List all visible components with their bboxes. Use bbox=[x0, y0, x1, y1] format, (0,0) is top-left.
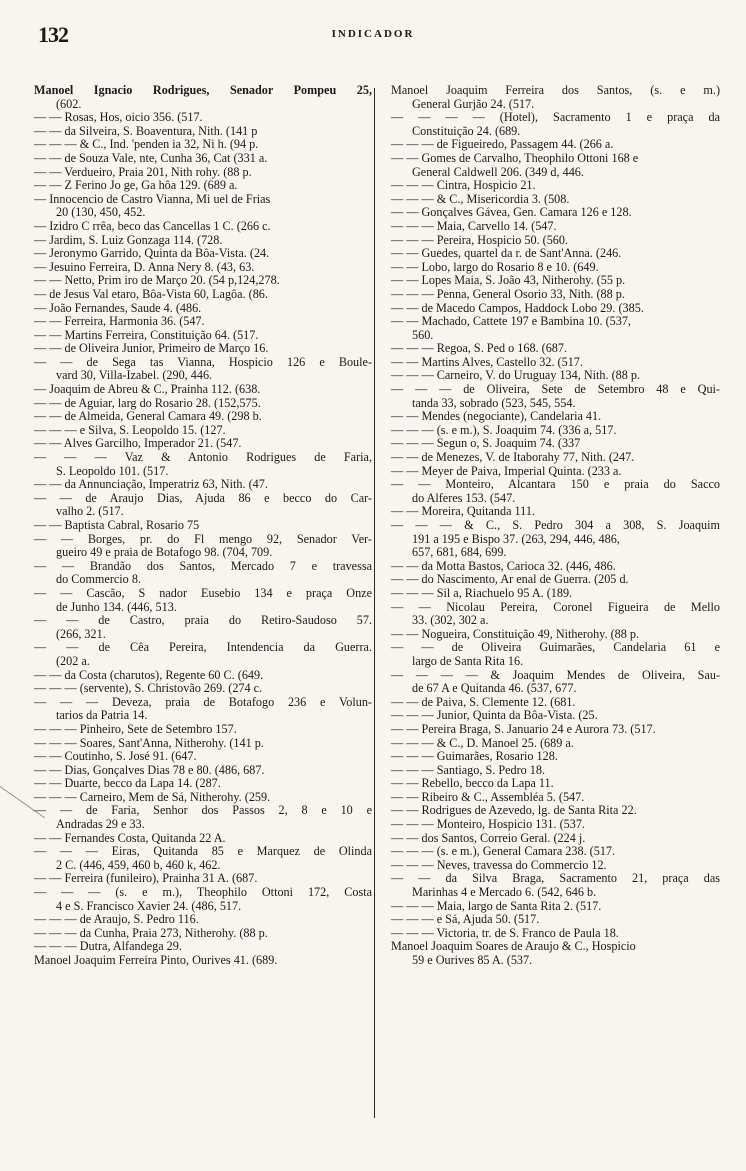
directory-entry-line: — — Alves Garcilho, Imperador 21. (547. bbox=[34, 437, 242, 451]
directory-entry-line: — — — & C., Misericordia 3. (508. bbox=[391, 192, 570, 206]
directory-entry-line: de 67 A e Quitanda 46. (537, 677. bbox=[412, 682, 577, 696]
directory-entry-line: — — Machado, Cattete 197 e Bambina 10. (537, bbox=[391, 315, 631, 329]
directory-entry-line: General Caldwell 206. (349 d, 446. bbox=[412, 165, 584, 179]
directory-entry-line: tarios da Patria 14. bbox=[56, 709, 148, 723]
directory-entry-line: 657, 681, 684, 699. bbox=[412, 546, 507, 560]
directory-entry-line: — — Rodrigues de Azevedo, lg. de Santa Rita 22. bbox=[391, 804, 637, 818]
directory-entry-line: — — — Maia, Carvello 14. (547. bbox=[391, 219, 557, 233]
directory-entry-line: — — — & C., S. Pedro 304 a 308, S. Joaquim bbox=[391, 519, 720, 532]
directory-entry-line: — — — (s. e m.), S. Joaquim 74. (336 a, 517. bbox=[391, 423, 617, 437]
directory-entry-line: Marinhas 4 e Mercado 6. (542, 646 b. bbox=[412, 886, 597, 900]
directory-entry-line: 191 a 195 e Bispo 37. (263, 294, 446, 486, bbox=[412, 532, 620, 546]
directory-entry-line: — — — Vaz & Antonio Rodrigues de Faria, bbox=[34, 451, 372, 465]
directory-entry-line: — — — — & Joaquim Mendes de Oliveira, Sau- bbox=[391, 668, 720, 682]
directory-entry-line: — Izidro C rrêa, beco das Cancellas 1 C. (266 c. bbox=[34, 219, 271, 233]
directory-entry-line: — — de Castro, praia do Retiro-Saudoso 57. bbox=[34, 614, 372, 628]
directory-entry-line: largo de Santa Rita 16. bbox=[412, 654, 524, 668]
page-header bbox=[0, 22, 746, 52]
directory-entry-line: — — Meyer de Paiva, Imperial Quinta. (233 a. bbox=[391, 464, 622, 478]
directory-entry-line: — — de Aguiar, larg do Rosario 28. (152,575. bbox=[34, 396, 261, 410]
directory-entry-line: — — Gonçalves Gávea, Gen. Camara 126 e 128. bbox=[391, 206, 632, 220]
directory-entry-line: Manoel Joaquim Ferreira dos Santos, (s. e m.) bbox=[391, 84, 720, 97]
directory-entry-line: — — da Costa (charutos), Regente 60 C. (649. bbox=[34, 668, 264, 682]
directory-entry-line: — — — Regoa, S. Ped o 168. (687. bbox=[391, 342, 568, 356]
directory-entry-line: tanda 33, sobrado (523, 545, 554. bbox=[412, 396, 576, 410]
directory-entry-line: General Gurjão 24. (517. bbox=[412, 97, 535, 111]
column-divider bbox=[374, 88, 375, 1118]
directory-entry-line: — — — Maia, largo de Santa Rita 2. (517. bbox=[391, 899, 602, 913]
directory-entry-line: — — — Eiras, Quitanda 85 e Marquez de Olinda bbox=[34, 845, 372, 859]
directory-entry-line: — — Monteiro, Alcantara 150 e praia do Sacco bbox=[391, 478, 720, 492]
directory-entry-line: — — — — (Hotel), Sacramento 1 e praça da bbox=[391, 111, 720, 125]
directory-entry-line: 4 e S. Francisco Xavier 24. (486, 517. bbox=[56, 899, 242, 913]
directory-entry-line: — — Coutinho, S. José 91. (647. bbox=[34, 750, 197, 764]
directory-entry-line: Manoel Joaquim Soares de Araujo & C., Hospicio bbox=[391, 940, 636, 954]
directory-entry-line: (202 a. bbox=[56, 654, 90, 668]
directory-entry-line: — — de Araujo Dias, Ajuda 86 e becco do Car- bbox=[34, 491, 372, 505]
directory-entry-line: — — Dias, Gonçalves Dias 78 e 80. (486, 687. bbox=[34, 763, 265, 777]
directory-entry-line: — — de Almeida, General Camara 49. (298 b. bbox=[34, 410, 262, 424]
directory-entry-line: — — — (servente), S. Christovão 269. (274 c. bbox=[34, 682, 263, 696]
right-column bbox=[382, 84, 720, 968]
directory-entry-line: — — dos Santos, Correio Geral. (224 j. bbox=[391, 831, 586, 845]
directory-entry-line: — — — Carneiro, V. do Uruguay 134, Nith. (88 p. bbox=[391, 369, 641, 383]
page-number: 132 bbox=[38, 22, 68, 47]
directory-entry-line: — — Martins Alves, Castello 32. (517. bbox=[391, 355, 583, 369]
directory-entry-line: — — — Deveza, praia de Botafogo 236 e Volun- bbox=[34, 695, 372, 709]
directory-entry-line: 59 e Ourives 85 A. (537. bbox=[412, 954, 533, 967]
directory-entry-line: — — — da Cunha, Praia 273, Nitherohy. (88 p. bbox=[34, 926, 268, 940]
directory-entry-line: — — da Motta Bastos, Carioca 32. (446, 486. bbox=[391, 559, 616, 573]
directory-entry-line: — — — Sil a, Riachuelo 95 A. (189. bbox=[391, 586, 573, 600]
directory-entry-line: Manoel Ignacio Rodrigues, Senador Pompeu 25, bbox=[34, 84, 372, 97]
directory-entry-line: — — — Carneiro, Mem de Sá, Nitherohy. (259. bbox=[34, 790, 271, 804]
left-column bbox=[34, 84, 372, 968]
directory-entry-line: — — Lopes Maia, S. João 43, Nitherohy. (55 p. bbox=[391, 274, 626, 288]
directory-entry-line: — — — e Silva, S. Leopoldo 15. (127. bbox=[34, 423, 226, 437]
directory-entry-line: — — — Penna, General Osorio 33, Nith. (88 p. bbox=[391, 287, 625, 301]
directory-entry-line: — — de Sega tas Vianna, Hospicio 126 e Boule- bbox=[34, 355, 372, 369]
directory-entry-line: — — — Santiago, S. Pedro 18. bbox=[391, 763, 546, 777]
directory-entry-line: — Innocencio de Castro Vianna, Mi uel de Frias bbox=[34, 192, 271, 206]
directory-entry-line: vard 30, Villa-Izabel. (290, 446. bbox=[56, 369, 213, 383]
directory-entry-line: — — Rebello, becco da Lapa 11. bbox=[391, 777, 554, 791]
directory-entry-line: — João Fernandes, Saude 4. (486. bbox=[34, 301, 202, 315]
directory-entry-line: — — Cascão, S nador Eusebio 134 e praça Onze bbox=[34, 586, 372, 600]
directory-entry-line: — — — Guimarães, Rosario 128. bbox=[391, 750, 558, 764]
directory-entry-line: — — — (s. e m.), General Camara 238. (517. bbox=[391, 845, 616, 859]
directory-entry-line: 20 (130, 450, 452. bbox=[56, 206, 146, 220]
directory-entry-line: — — da Silveira, S. Boaventura, Nith. (141 p bbox=[34, 124, 258, 138]
directory-entry-line: — — Martins Ferreira, Constituição 64. (517. bbox=[34, 328, 259, 342]
directory-entry-line: — — — Victoria, tr. de S. Franco de Paula 18. bbox=[391, 926, 619, 940]
directory-entry-line: — — — Neves, travessa do Commercio 12. bbox=[391, 858, 607, 872]
directory-entry-line: (266, 321. bbox=[56, 627, 106, 641]
directory-entry-line: do Alferes 153. (547. bbox=[412, 491, 516, 505]
directory-entry-line: — — Verdueiro, Praia 201, Nith rohy. (88 p. bbox=[34, 165, 252, 179]
running-title: INDICADOR bbox=[331, 28, 415, 40]
directory-entry-line: — — Fernandes Costa, Quitanda 22 A. bbox=[34, 831, 226, 845]
directory-entry-line: de Junho 134. (446, 513. bbox=[56, 600, 177, 614]
directory-entry-line: — — Mendes (negociante), Candelaria 41. bbox=[391, 410, 602, 424]
directory-entry-line: — — — de Figueiredo, Passagem 44. (266 a. bbox=[391, 138, 614, 152]
directory-entry-line: — — Ferreira, Harmonia 36. (547. bbox=[34, 315, 205, 329]
directory-entry-line: — — — de Araujo, S. Pedro 116. bbox=[34, 913, 199, 927]
directory-entry-line: — — da Silva Braga, Sacramento 21, praça das bbox=[391, 872, 720, 886]
directory-entry-line: — — Netto, Prim iro de Março 20. (54 p,124,278. bbox=[34, 274, 280, 288]
directory-entry-line: — — — (s. e m.), Theophilo Ottoni 172, Costa bbox=[34, 886, 372, 900]
directory-entry-line: — — Borges, pr. do Fl mengo 92, Senador Ver- bbox=[34, 532, 372, 546]
directory-entry-line: — — — Dutra, Alfandega 29. bbox=[34, 940, 182, 954]
directory-entry-line: 33. (302, 302 a. bbox=[412, 614, 489, 628]
directory-entry-line: — Joaquim de Abreu & C., Prainha 112. (638. bbox=[34, 383, 261, 397]
directory-entry-line: — — — Soares, Sant'Anna, Nitherohy. (141 p. bbox=[34, 736, 264, 750]
directory-entry-line: — — — Segun o, S. Joaquim 74. (337 bbox=[391, 437, 581, 451]
directory-entry-line: — — de Paiva, S. Clemente 12. (681. bbox=[391, 695, 576, 709]
directory-entry-line: — — Nogueira, Constituição 49, Nitherohy. (88 p. bbox=[391, 627, 639, 641]
directory-entry-line: — — — Monteiro, Hospicio 131. (537. bbox=[391, 818, 585, 832]
directory-entry-line: — de Jesus Val etaro, Bôa-Vista 60, Lagôa. (86. bbox=[34, 287, 268, 301]
directory-entry-line: — — Brandão dos Santos, Mercado 7 e travessa bbox=[34, 559, 372, 573]
directory-entry-line: — — de Cêa Pereira, Intendencia da Guerra. bbox=[34, 641, 372, 655]
directory-entry-line: Constituição 24. (689. bbox=[412, 124, 521, 138]
directory-entry-line: — — de Souza Vale, nte, Cunha 36, Cat (331 a. bbox=[34, 151, 268, 165]
directory-entry-line: — — Lobo, largo do Rosario 8 e 10. (649. bbox=[391, 260, 599, 274]
directory-entry-line: 560. bbox=[412, 328, 434, 342]
directory-entry-line: Manoel Joaquim Ferreira Pinto, Ourives 41. (689. bbox=[34, 954, 278, 967]
directory-entry-line: — — — Cintra, Hospicio 21. bbox=[391, 179, 536, 193]
directory-entry-line: — — de Oliveira Junior, Primeiro de Março 16. bbox=[34, 342, 269, 356]
directory-entry-line: — Jardim, S. Luiz Gonzaga 114. (728. bbox=[34, 233, 223, 247]
directory-entry-line: — Jeronymo Garrido, Quinta da Bôa-Vista. (24. bbox=[34, 247, 270, 261]
directory-entry-line: — — Ferreira (funileiro), Prainha 31 A. (687. bbox=[34, 872, 258, 886]
directory-entry-line: — — Duarte, becco da Lapa 14. (287. bbox=[34, 777, 221, 791]
directory-entry-line: S. Leopoldo 101. (517. bbox=[56, 464, 169, 478]
directory-entry-line: — — de Faria, Senhor dos Passos 2, 8 e 10 e bbox=[34, 804, 372, 818]
directory-entry-line: — — — Pereira, Hospicio 50. (560. bbox=[391, 233, 569, 247]
directory-entry-line: — — de Oliveira Guimarães, Candelaria 61 e bbox=[391, 641, 720, 655]
directory-entry-line: — — Z Ferino Jo ge, Ga hôa 129. (689 a. bbox=[34, 179, 238, 193]
directory-entry-line: — — do Nascimento, Ar enal de Guerra. (205 d. bbox=[391, 573, 629, 587]
directory-entry-line: — — — Junior, Quinta da Bôa-Vista. (25. bbox=[391, 709, 598, 723]
directory-entry-line: — — — e Sá, Ajuda 50. (517. bbox=[391, 913, 540, 927]
directory-entry-line: valho 2. (517. bbox=[56, 505, 124, 519]
directory-entry-line: — — — & C., Ind. 'penden ia 32, Ni h. (94 p. bbox=[34, 138, 259, 152]
directory-entry-line: — — Guedes, quartel da r. de Sant'Anna. (246. bbox=[391, 247, 622, 261]
directory-entry-line: — — Pereira Braga, S. Januario 24 e Aurora 73. (517. bbox=[391, 722, 656, 736]
directory-entry-line: — — de Menezes, V. de Itaborahy 77, Nith. (247. bbox=[391, 451, 635, 465]
directory-entry-line: Andradas 29 e 33. bbox=[56, 818, 145, 832]
directory-entry-line: — — Nicolau Pereira, Coronel Figueira de Mello bbox=[391, 600, 720, 614]
directory-entry-line: (602. bbox=[56, 97, 82, 111]
directory-entry-line: — — Gomes de Carvalho, Theophilo Ottoni 168 e bbox=[391, 151, 639, 165]
directory-entry-line: gueiro 49 e praia de Botafogo 98. (704, 709. bbox=[56, 546, 273, 560]
directory-entry-line: — — Moreira, Quitanda 111. bbox=[391, 505, 535, 519]
directory-entry-line: — — — & C., D. Manoel 25. (689 a. bbox=[391, 736, 574, 750]
directory-entry-line: — — Ribeiro & C., Assembléa 5. (547. bbox=[391, 790, 585, 804]
directory-entry-line: — — da Annunciação, Imperatriz 63, Nith. (47. bbox=[34, 478, 268, 492]
directory-entry-line: — — de Macedo Campos, Haddock Lobo 29. (385. bbox=[391, 301, 644, 315]
directory-entry-line: — Jesuino Ferreira, D. Anna Nery 8. (43, 63. bbox=[34, 260, 255, 274]
directory-entry-line: — — Baptista Cabral, Rosario 75 bbox=[34, 519, 200, 532]
directory-entry-line: — — Rosas, Hos, oicio 356. (517. bbox=[34, 111, 203, 125]
directory-entry-line: — — — de Oliveira, Sete de Setembro 48 e Qui- bbox=[391, 383, 720, 397]
directory-entry-line: do Commercio 8. bbox=[56, 573, 141, 587]
directory-entry-line: — — — Pinheiro, Sete de Setembro 157. bbox=[34, 722, 237, 736]
directory-entry-line: 2 C. (446, 459, 460 b, 460 k, 462. bbox=[56, 858, 221, 872]
